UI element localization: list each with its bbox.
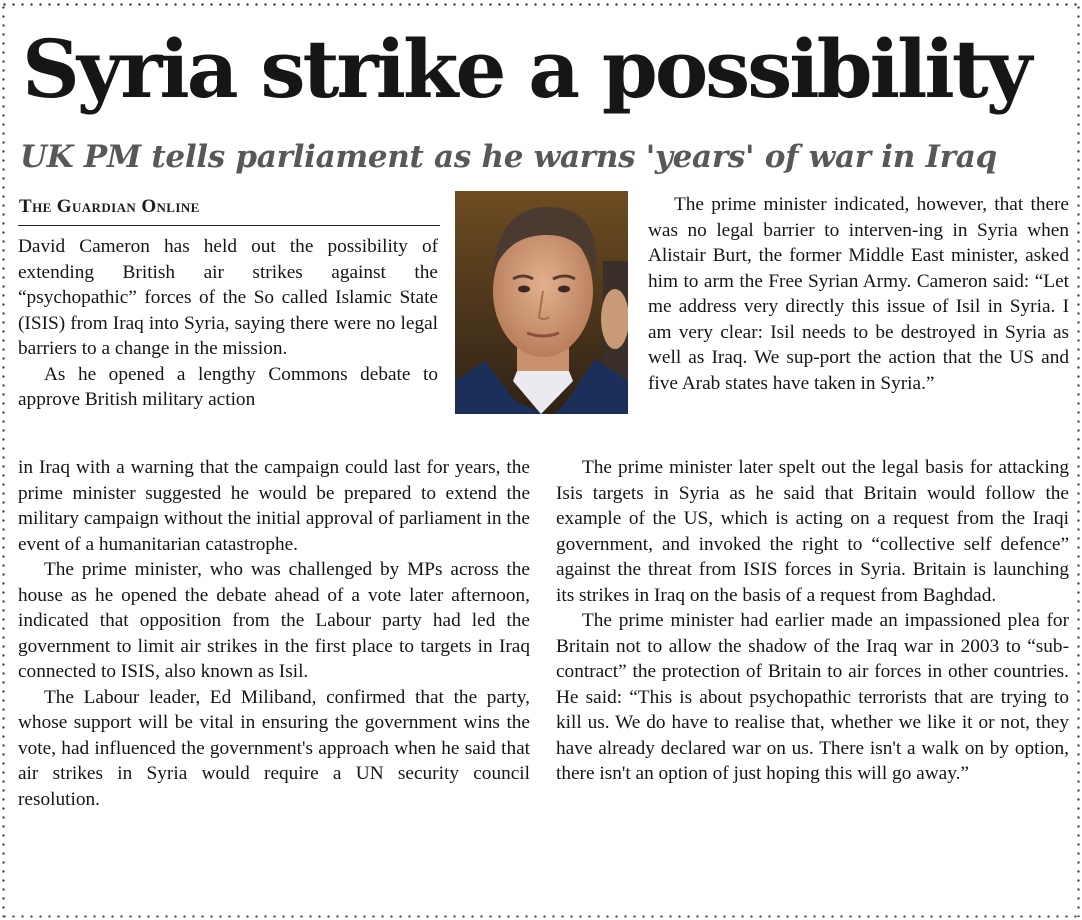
paragraph-legal-basis: The prime minister later spelt out the legal basis for attacking Isis targets in Syria as he said that Britain would follow the example of the US, which is acting on a request from the Iraqi government, and invoked the right to “collective self defence” against the threat from ISIS forces in Syria. Britain is launching its strikes in Iraq on the basis of a request from Baghdad. [556,457,1069,606]
headline: Syria strike a possibility [22,22,1030,116]
prime-minister-photo [455,191,628,414]
paragraph-impassioned-plea: The prime minister had earlier made an impassioned plea for Britain not to allow the shadow of the Iraq war in 2003 to “sub-contract” the protection of Britain to air forces in other countries. He said: “This is about psychopathic terrorists that are trying to kill us. We do have to realise that, whether we like it or not, they have already declared war on us. There isn't a walk on by option, there isn't an option of just hoping this will go away.” [556,610,1069,784]
byline: The Guardian Online [19,196,200,217]
paragraph-intro: David Cameron has held out the possibility of extending British air strikes against the “psychopathic” forces of the So called Islamic State (ISIS) from Iraq into Syria, saying there were no legal barriers to a change in the mission. [18,236,438,359]
article-column-left-top [18,234,438,413]
portrait-illustration [455,191,628,414]
article-column-left-bottom [18,455,530,812]
dotted-border-top [0,3,1082,6]
subheadline: UK PM tells parliament as he warns 'years' of war in Iraq [20,139,997,175]
paragraph-legal-barrier-start: The prime minister indicated, however, that there was no legal barrier to interven-ing in Syria when Alistair Burt, the former Middle East minister, asked him to arm the Free Syrian Army. Cameron said: “Let me address very directly this issue of Isil in Syria. I am very clear: Isil needs to be destroyed in Syria as well as Iraq. We sup-port the action that the US and five Arab states have taken in Syria.” [648,194,1069,394]
dotted-border-left [2,3,5,917]
article-column-right [648,192,1069,396]
paragraph-commons-debate-start: As he opened a lengthy Commons debate to approve British military action [18,363,438,410]
paragraph-commons-debate-cont: in Iraq with a warning that the campaign could last for years, the prime minister suggested he would be prepared to extend the military campaign without the initial approval of parliament in the event of a humanitarian catastrophe. [18,457,530,555]
paragraph-labour-leader: The Labour leader, Ed Miliband, confirmed that the party, whose support will be vital in ensuring the government wins the vote, had influenced the government's approach when he said that air strikes in Syria would require a UN security council resolution. [18,686,530,810]
dotted-border-right [1077,3,1080,917]
paragraph-challenged-by-mps: The prime minister, who was challenged by MPs across the house as he opened the debate ahead of a vote later afternoon, indicated that opposition from the Labour party had led the government to limit air strikes in the first place to targets in Iraq connected to ISIS, also known as Isil. [18,559,530,682]
byline-rule [18,225,440,226]
dotted-border-bottom [0,915,1082,918]
article-column-right-lower [556,455,1069,787]
